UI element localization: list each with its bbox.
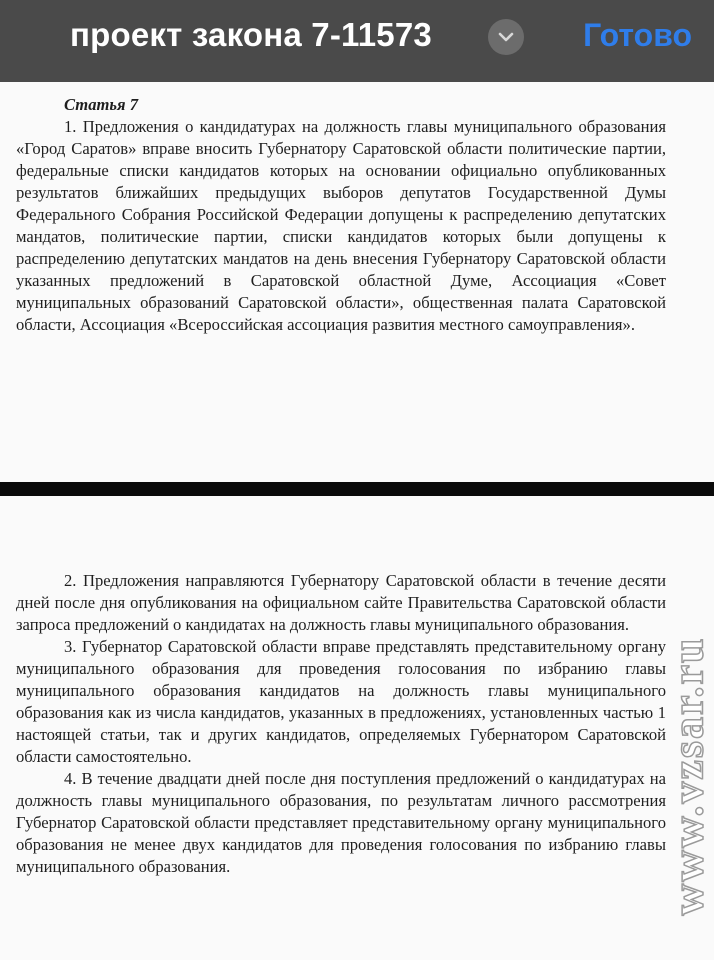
paragraph-3: 3. Губернатор Саратовской области вправе представлять представительному органу муниципального образования для проведения голосования по избранию главы муниципального образования кандидатов на должность главы муниципального образования как из числа кандидатов, указанных в предложениях, установленных частью 1 настоящей статьи, так и других кандидатов, определяемых Губернатором Саратовской области самостоятельно. [16,637,666,766]
page-2-text [16,570,666,878]
title-menu-button[interactable] [488,19,524,55]
done-button[interactable]: Готово [583,17,692,53]
document-page-1 [0,82,714,482]
paragraph-2: 2. Предложения направляются Губернатору Саратовской области в течение десяти дней после дня опубликования на официальном сайте Правительства Саратовской области запроса предложений о кандидатах на должность главы муниципального образования. [16,571,666,634]
page-divider [0,482,714,496]
watermark-text: www.vzsar.ru [664,636,712,916]
article-heading: Статья 7 [64,95,138,114]
site-watermark [664,608,712,944]
page-1-text [16,94,666,336]
paragraph-1: 1. Предложения о кандидатурах на должность главы муниципального образования «Город Саратов» вправе вносить Губернатору Саратовской области политические партии, федеральные списки кандидатов которых на основании официально опубликованных результатов ближайших предыдущих выборов депутатов Государственной Думы Федерального Собрания Российской Федерации допущены к распределению депутатских мандатов, политические партии, списки кандидатов которых были допущены к распределению депутатских мандатов на день внесения Губернатору Саратовской области указанных предложений в Саратовской областной Думе, Ассоциация «Совет муниципальных образований Саратовской области», общественная палата Саратовской области, Ассоциация «Всероссийская ассоциация развития местного самоуправления». [16,117,666,334]
document-page-2 [0,496,714,960]
document-title: проект закона 7-11573 [70,16,432,53]
paragraph-4: 4. В течение двадцати дней после дня поступления предложений о кандидатурах на должность главы муниципального образования, по результатам личного рассмотрения Губернатор Саратовской области представляет представительному органу муниципального образования не менее двух кандидатов для проведения голосования по избранию главы муниципального образования. [16,769,666,876]
top-bar [0,0,714,82]
